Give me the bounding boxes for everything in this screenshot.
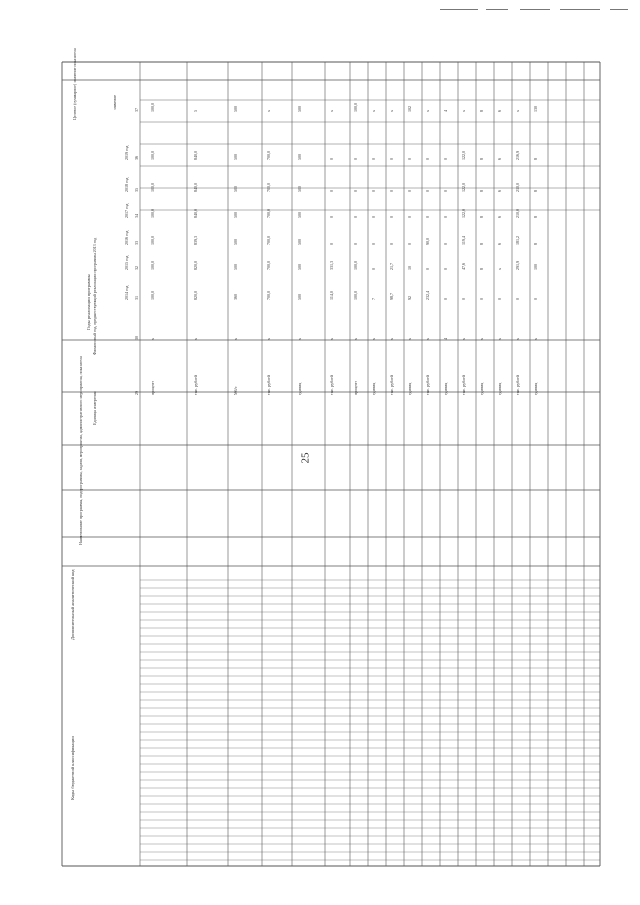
row-unit-11: единиц bbox=[443, 382, 448, 395]
page-number: 25 bbox=[299, 452, 312, 464]
row-5-value-7: x bbox=[329, 110, 334, 112]
row-2-value-0: x bbox=[233, 338, 238, 340]
row-8-value-5: 0 bbox=[389, 190, 394, 192]
row-0-value-0: x bbox=[150, 338, 155, 340]
row-8-value-3: 0 bbox=[389, 243, 394, 245]
row-16-value-0: x bbox=[533, 338, 538, 340]
years-group-header: Годы реализации программы bbox=[86, 274, 91, 330]
row-14-value-0: x bbox=[497, 338, 502, 340]
row-3-value-7: x bbox=[266, 110, 271, 112]
row-2-value-5: 500 bbox=[233, 186, 238, 192]
row-unit-0: процент bbox=[150, 381, 155, 395]
row-3-value-0: x bbox=[266, 338, 271, 340]
row-15-value-2: 291,9 bbox=[515, 261, 520, 270]
row-5-value-5: 0 bbox=[329, 190, 334, 192]
row-10-value-1: 232,4 bbox=[425, 291, 430, 300]
row-unit-3: тыс. рублей bbox=[266, 375, 271, 395]
row-6-value-2: 100,0 bbox=[353, 261, 358, 270]
row-8-value-0: x bbox=[389, 338, 394, 340]
row-11-value-4: 0 bbox=[443, 216, 448, 218]
row-7-value-0: x bbox=[371, 338, 376, 340]
row-0-value-4: 100,0 bbox=[150, 209, 155, 218]
row-0-value-7: 100,0 bbox=[150, 103, 155, 112]
row-11-value-3: 0 bbox=[443, 243, 448, 245]
row-14-value-3: 6 bbox=[497, 243, 502, 245]
row-unit-12: тыс. рублей bbox=[461, 375, 466, 395]
row-10-value-4: 0 bbox=[425, 216, 430, 218]
row-6-value-6: 0 bbox=[353, 158, 358, 160]
column-number-6: 35 bbox=[134, 188, 139, 192]
row-3-value-1: 700,0 bbox=[266, 291, 271, 300]
row-0-value-6: 100,0 bbox=[150, 151, 155, 160]
row-unit-16: единиц bbox=[533, 382, 538, 395]
row-unit-15: тыс. рублей bbox=[515, 375, 520, 395]
row-4-value-0: x bbox=[297, 338, 302, 340]
row-11-value-2: 0 bbox=[443, 268, 448, 270]
row-1-value-2: 820,0 bbox=[193, 261, 198, 270]
row-0-value-5: 100,0 bbox=[150, 183, 155, 192]
row-13-value-6: 8 bbox=[479, 158, 484, 160]
row-6-value-4: 0 bbox=[353, 216, 358, 218]
row-10-value-3: 90,0 bbox=[425, 238, 430, 245]
row-unit-6: процент bbox=[353, 381, 358, 395]
row-8-value-4: 0 bbox=[389, 216, 394, 218]
row-0-value-3: 100,0 bbox=[150, 236, 155, 245]
row-7-value-7: x bbox=[371, 110, 376, 112]
row-11-value-7: 4 bbox=[443, 110, 448, 112]
row-16-value-4: 8 bbox=[533, 216, 538, 218]
row-2-value-7: 500 bbox=[233, 106, 238, 112]
row-16-value-3: 8 bbox=[533, 243, 538, 245]
row-11-value-5: 0 bbox=[443, 190, 448, 192]
row-9-value-5: 0 bbox=[407, 190, 412, 192]
row-6-value-1: 100,0 bbox=[353, 291, 358, 300]
column-number-0: 29 bbox=[134, 391, 139, 395]
row-14-value-6: 6 bbox=[497, 158, 502, 160]
row-13-value-5: 8 bbox=[479, 190, 484, 192]
row-8-value-7: x bbox=[389, 110, 394, 112]
row-unit-2: Мб/с bbox=[233, 386, 238, 395]
row-15-value-3: 181,2 bbox=[515, 236, 520, 245]
row-13-value-1: 0 bbox=[479, 298, 484, 300]
row-3-value-4: 700,0 bbox=[266, 209, 271, 218]
row-unit-7: единиц bbox=[371, 382, 376, 395]
row-10-value-2: 0 bbox=[425, 268, 430, 270]
year-label-1: 2015 год bbox=[124, 255, 129, 270]
row-9-value-0: x bbox=[407, 338, 412, 340]
row-13-value-7: 8 bbox=[479, 110, 484, 112]
row-unit-8: тыс. рублей bbox=[389, 375, 394, 395]
unit-header: Единица измерения bbox=[92, 391, 97, 425]
column-number-3: 32 bbox=[134, 266, 139, 270]
row-0-value-2: 100,0 bbox=[150, 261, 155, 270]
row-10-value-5: 0 bbox=[425, 190, 430, 192]
row-2-value-6: 500 bbox=[233, 154, 238, 160]
finance-year-header: Финансовый год, предшествующий реализации программы 2013 год bbox=[92, 237, 97, 355]
year-label-4: 2018 год bbox=[124, 177, 129, 192]
row-1-value-1: 820,0 bbox=[193, 291, 198, 300]
row-12-value-4: 122,0 bbox=[461, 209, 466, 218]
row-16-value-6: 8 bbox=[533, 158, 538, 160]
row-13-value-0: x bbox=[479, 338, 484, 340]
row-7-value-1: 7 bbox=[371, 298, 376, 300]
row-3-value-3: 700,0 bbox=[266, 236, 271, 245]
row-11-value-1: 0 bbox=[443, 298, 448, 300]
row-5-value-0: x bbox=[329, 338, 334, 340]
row-15-value-0: x bbox=[515, 338, 520, 340]
row-1-value-6: 840,0 bbox=[193, 151, 198, 160]
row-5-value-4: 0 bbox=[329, 216, 334, 218]
target-value-header: Целевое (суммарное) значение показателя bbox=[72, 48, 77, 120]
row-10-value-0: x bbox=[425, 338, 430, 340]
row-15-value-6: 216,9 bbox=[515, 151, 520, 160]
row-2-value-1: 360 bbox=[233, 294, 238, 300]
row-4-value-3: 500 bbox=[297, 239, 302, 245]
year-label-0: 2014 год bbox=[124, 285, 129, 300]
row-0-value-1: 100,0 bbox=[150, 291, 155, 300]
row-12-value-2: 47,6 bbox=[461, 263, 466, 270]
row-11-value-6: 0 bbox=[443, 158, 448, 160]
row-9-value-7: 102 bbox=[407, 106, 412, 112]
row-12-value-6: 122,0 bbox=[461, 151, 466, 160]
row-unit-10: тыс. рублей bbox=[425, 375, 430, 395]
row-9-value-3: 0 bbox=[407, 243, 412, 245]
row-7-value-3: 0 bbox=[371, 243, 376, 245]
row-11-value-0: 4 bbox=[443, 338, 448, 340]
row-6-value-7: 100,0 bbox=[353, 103, 358, 112]
row-6-value-0: x bbox=[353, 338, 358, 340]
row-3-value-2: 700,0 bbox=[266, 261, 271, 270]
row-7-value-6: 0 bbox=[371, 158, 376, 160]
row-unit-1: тыс. рублей bbox=[193, 375, 198, 395]
row-unit-9: единиц bbox=[407, 382, 412, 395]
column-number-4: 33 bbox=[134, 241, 139, 245]
row-16-value-7: 130 bbox=[533, 106, 538, 112]
column-number-7: 36 bbox=[134, 156, 139, 160]
row-5-value-3: 0 bbox=[329, 243, 334, 245]
row-8-value-1: 98,7 bbox=[389, 293, 394, 300]
row-3-value-6: 700,0 bbox=[266, 151, 271, 160]
row-unit-14: единиц bbox=[497, 382, 502, 395]
row-3-value-5: 700,0 bbox=[266, 183, 271, 192]
row-1-value-4: 840,0 bbox=[193, 209, 198, 218]
row-4-value-5: 500 bbox=[297, 186, 302, 192]
row-4-value-6: 500 bbox=[297, 154, 302, 160]
row-2-value-3: 500 bbox=[233, 239, 238, 245]
row-14-value-5: 6 bbox=[497, 190, 502, 192]
row-5-value-1: 114,0 bbox=[329, 291, 334, 300]
row-13-value-4: 8 bbox=[479, 216, 484, 218]
row-1-value-7: 5 bbox=[193, 110, 198, 112]
row-9-value-4: 0 bbox=[407, 216, 412, 218]
row-16-value-5: 8 bbox=[533, 190, 538, 192]
row-4-value-1: 500 bbox=[297, 294, 302, 300]
row-6-value-5: 0 bbox=[353, 190, 358, 192]
row-1-value-3: 839,3 bbox=[193, 236, 198, 245]
column-number-5: 34 bbox=[134, 214, 139, 218]
row-8-value-2: 21,7 bbox=[389, 263, 394, 270]
row-16-value-1: 0 bbox=[533, 298, 538, 300]
row-9-value-2: 10 bbox=[407, 266, 412, 270]
admin-codes-header: Дополнительный аналитический код bbox=[70, 569, 75, 640]
row-5-value-6: 0 bbox=[329, 158, 334, 160]
row-unit-5: тыс. рублей bbox=[329, 375, 334, 395]
row-4-value-4: 500 bbox=[297, 212, 302, 218]
row-unit-13: единиц bbox=[479, 382, 484, 395]
row-unit-4: единиц bbox=[297, 382, 302, 395]
row-9-value-6: 0 bbox=[407, 158, 412, 160]
row-12-value-7: x bbox=[461, 110, 466, 112]
row-7-value-2: 0 bbox=[371, 268, 376, 270]
year-label-2: 2016 год bbox=[124, 230, 129, 245]
row-10-value-7: x bbox=[425, 110, 430, 112]
column-number-2: 31 bbox=[134, 296, 139, 300]
row-5-value-2: 331,3 bbox=[329, 261, 334, 270]
row-15-value-5: 210,0 bbox=[515, 183, 520, 192]
row-7-value-5: 0 bbox=[371, 190, 376, 192]
row-6-value-3: 0 bbox=[353, 243, 358, 245]
row-9-value-1: 92 bbox=[407, 296, 412, 300]
budget-codes-header: Коды бюджетной классификации bbox=[70, 736, 75, 800]
row-13-value-3: 8 bbox=[479, 243, 484, 245]
year-label-5: 2019 год bbox=[124, 145, 129, 160]
row-1-value-5: 840,0 bbox=[193, 183, 198, 192]
row-12-value-3: 119,4 bbox=[461, 236, 466, 245]
row-15-value-7: x bbox=[515, 110, 520, 112]
row-4-value-7: 500 bbox=[297, 106, 302, 112]
row-2-value-2: 500 bbox=[233, 264, 238, 270]
row-14-value-1: 0 bbox=[497, 298, 502, 300]
row-15-value-4: 210,0 bbox=[515, 209, 520, 218]
row-12-value-0: x bbox=[461, 338, 466, 340]
row-15-value-1: 0 bbox=[515, 298, 520, 300]
row-10-value-6: 0 bbox=[425, 158, 430, 160]
name-header: Наименование программы, подпрограммы, задачи, мероприятия, административного мероприятия, показателя bbox=[78, 356, 83, 545]
row-14-value-7: 6 bbox=[497, 110, 502, 112]
row-14-value-4: 6 bbox=[497, 216, 502, 218]
row-16-value-2: 100 bbox=[533, 264, 538, 270]
year-label-3: 2017 год bbox=[124, 203, 129, 218]
row-14-value-2: x bbox=[497, 268, 502, 270]
row-1-value-0: x bbox=[193, 338, 198, 340]
row-4-value-2: 500 bbox=[297, 264, 302, 270]
row-8-value-6: 0 bbox=[389, 158, 394, 160]
row-13-value-2: 8 bbox=[479, 268, 484, 270]
row-12-value-5: 122,0 bbox=[461, 183, 466, 192]
row-7-value-4: 0 bbox=[371, 216, 376, 218]
column-number-1: 30 bbox=[134, 336, 139, 340]
value-header: значение bbox=[112, 94, 117, 110]
column-number-8: 37 bbox=[134, 108, 139, 112]
row-12-value-1: 0 bbox=[461, 298, 466, 300]
row-2-value-4: 500 bbox=[233, 212, 238, 218]
